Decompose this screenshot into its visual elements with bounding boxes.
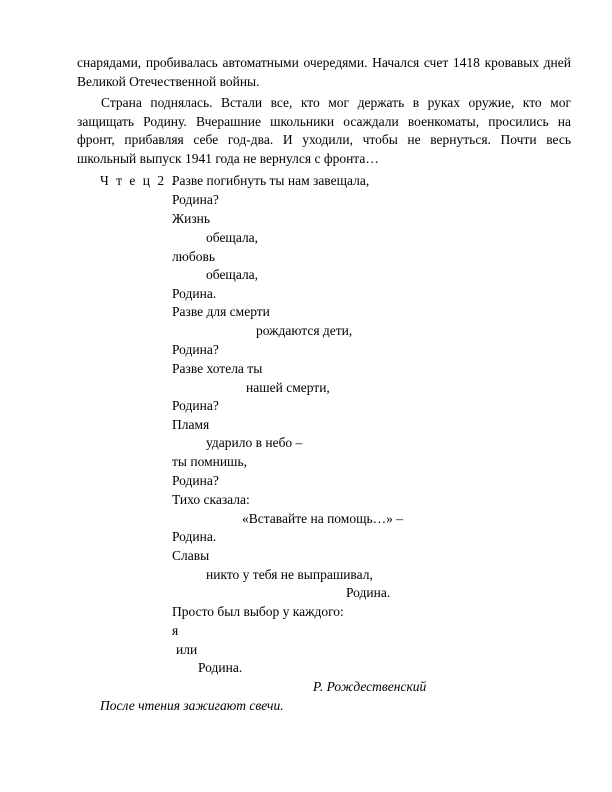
reader-label: Ч т е ц 2 .: [100, 173, 177, 188]
paragraph-intro: снарядами, пробивалась автоматными очередями. Начался счет 1418 кровавых дней Великой Отечественной войны.: [77, 55, 571, 89]
poem-line: Родина.: [172, 286, 217, 301]
poem-line: Родина?: [172, 473, 219, 488]
poem-line: Разве для смерти: [172, 304, 270, 319]
poem-line: ты помнишь,: [172, 454, 247, 469]
author-signature: Р. Рождественский: [313, 679, 427, 694]
stage-direction: После чтения зажигают свечи.: [100, 698, 284, 713]
paragraph-country-rose: Страна поднялась. Встали все, кто мог держать в руках оружие, кто мог защищать Родину. Вчерашние школьники осаждали военкоматы, просились на фронт, прибавляя себе год-два. И уходили, чтобы не вернуться. Почти весь школьный выпуск 1941 года не вернулся с фронта…: [77, 95, 571, 166]
poem-line: «Вставайте на помощь…» –: [242, 511, 404, 526]
poem-line: ударило в небо –: [206, 435, 303, 450]
poem-line: рождаются дети,: [256, 323, 353, 338]
poem-line: я: [172, 623, 179, 638]
poem-line: обещала,: [206, 230, 259, 245]
poem-line: Родина.: [346, 585, 391, 600]
poem-line: нашей смерти,: [246, 380, 330, 395]
poem-line: Славы: [172, 548, 210, 563]
poem-line: или: [176, 642, 198, 657]
poem-line: Разве погибнуть ты нам завещала,: [172, 173, 370, 188]
poem-line: Родина?: [172, 342, 219, 357]
poem-line: Разве хотела ты: [172, 361, 263, 376]
poem-line: обещала,: [206, 267, 259, 282]
poem-line: Жизнь: [172, 211, 211, 226]
poem-line: Пламя: [172, 417, 210, 432]
poem-line: никто у тебя не выпрашивал,: [206, 567, 373, 582]
poem-line: любовь: [172, 249, 215, 264]
poem-line: Родина.: [172, 529, 217, 544]
poem-line: Родина?: [172, 398, 219, 413]
poem-line: Тихо сказала:: [172, 492, 250, 507]
poem-line: Родина?: [172, 192, 219, 207]
poem-line: Родина.: [198, 660, 243, 675]
poem-line: Просто был выбор у каждого:: [172, 604, 344, 619]
